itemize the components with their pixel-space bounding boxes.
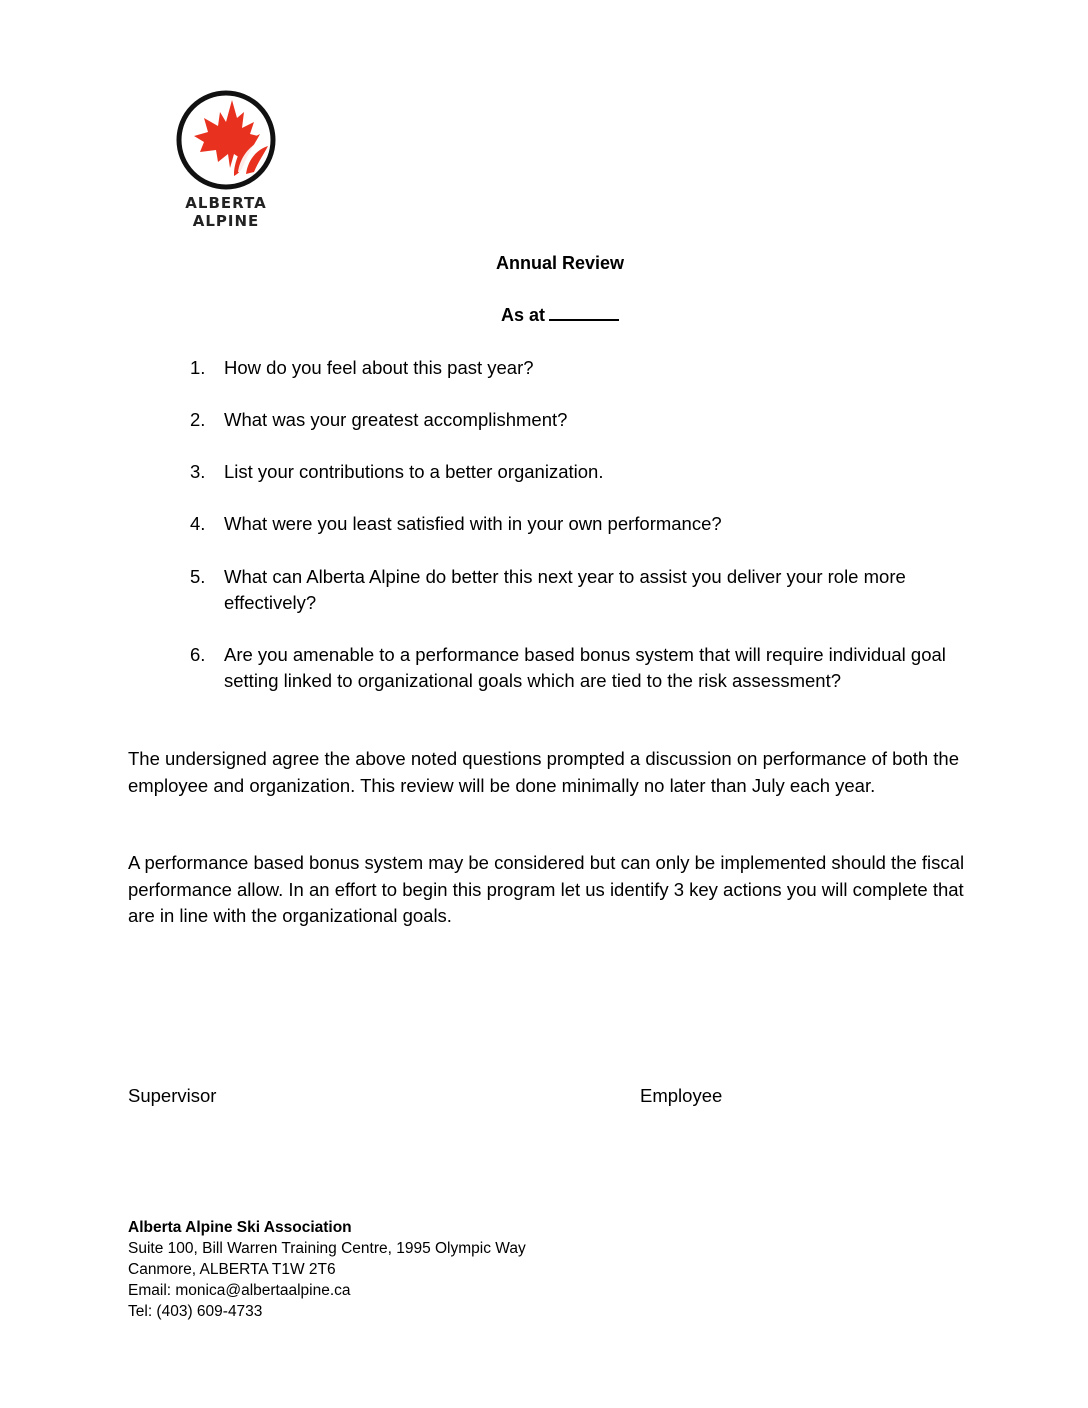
question-text: What were you least satisfied with in your own performance? [224,513,722,534]
question-text: What was your greatest accomplishment? [224,409,568,430]
employee-signature-label: Employee [640,1085,723,1106]
bonus-paragraph: A performance based bonus system may be considered but can only be implemented should the fiscal performance allow. In an effort to begin this program let us identify 3 key actions you will complete that are in line with the organizational goals. [128,852,965,926]
question-number: 3. [190,461,206,482]
question-number: 1. [190,357,206,378]
question-number: 2. [190,409,206,430]
supervisor-signature-label: Supervisor [128,1085,217,1106]
agreement-paragraph: The undersigned agree the above noted questions prompted a discussion on performance of both the employee and organization. This review will be done minimally no later than July each year. [128,748,960,796]
question-number: 5. [190,566,206,587]
footer-tel: Tel: (403) 609-4733 [128,1303,263,1320]
as-at-line [0,305,1088,326]
footer-address-line1: Suite 100, Bill Warren Training Centre, 1995 Olympic Way [128,1240,526,1257]
document-title: Annual Review [495,253,625,273]
footer-address [128,1217,526,1322]
question-text: List your contributions to a better organization. [224,461,604,482]
maple-leaf-circle-icon [174,88,278,192]
as-at-date-blank [549,305,619,321]
question-number: 4. [190,513,206,534]
footer-email: Email: monica@albertaalpine.ca [128,1282,351,1299]
question-number: 6. [190,644,206,665]
footer-org-name: Alberta Alpine Ski Association [128,1219,352,1236]
alberta-alpine-logo [150,86,310,230]
question-text: Are you amenable to a performance based bonus system that will require individual goal setting linked to organizational goals which are tied to the risk assessment? [224,644,946,691]
question-text: How do you feel about this past year? [224,357,534,378]
logo-text: ALBERTA ALPINE [185,194,267,230]
question-text: What can Alberta Alpine do better this next year to assist you deliver your role more effectively? [224,566,906,613]
as-at-label: As at [500,305,545,325]
footer-address-line2: Canmore, ALBERTA T1W 2T6 [128,1261,336,1278]
